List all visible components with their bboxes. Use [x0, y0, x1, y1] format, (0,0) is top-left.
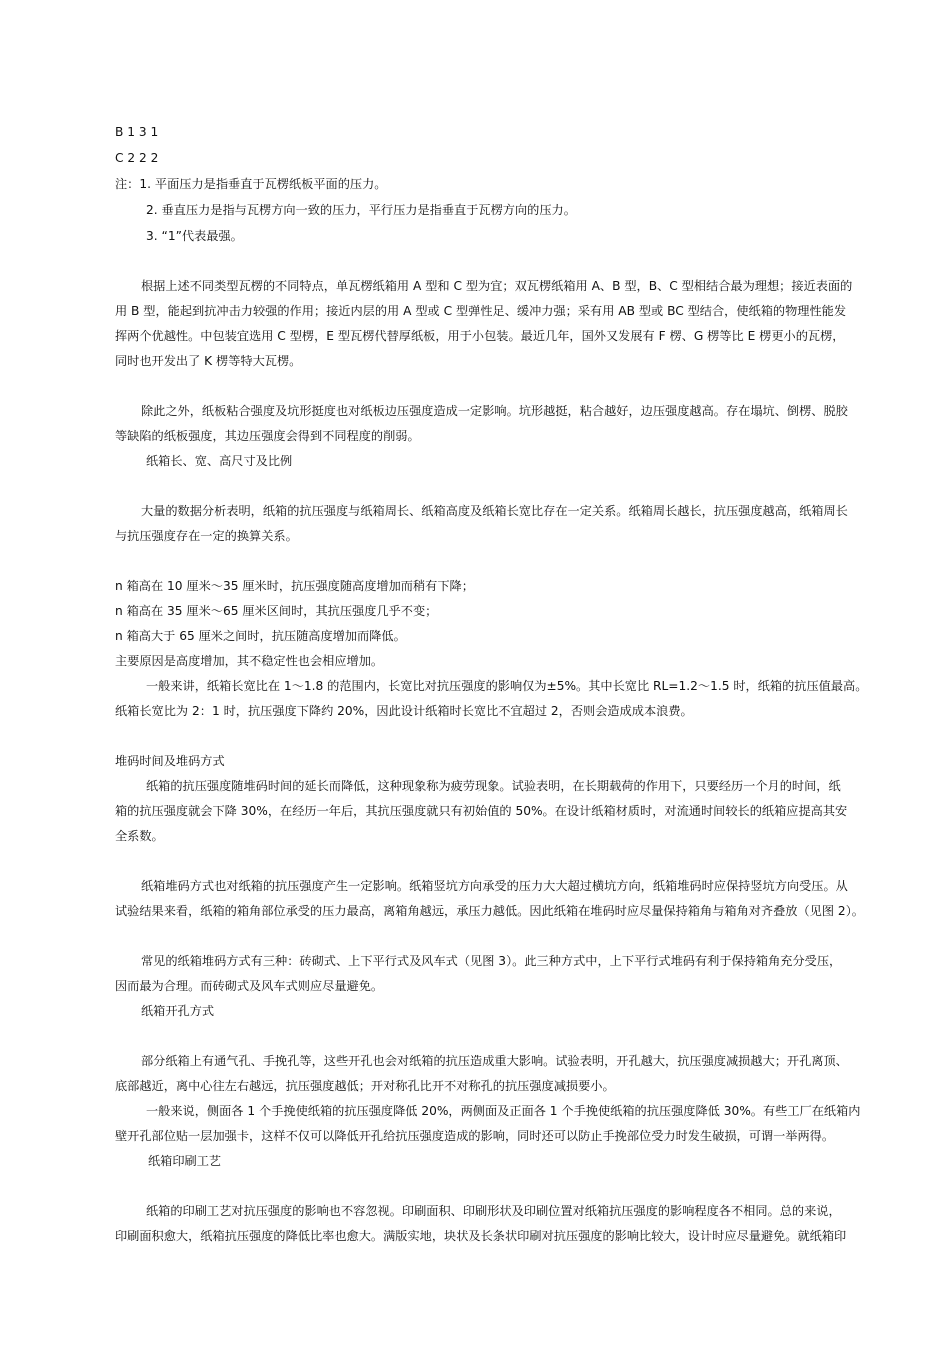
para-three-ways-line: 因而最为合理。而砖砌式及风车式则应尽量避免。: [115, 979, 384, 993]
para-ratio-line: 一般来讲，纸箱长宽比在 1～1.8 的范围内，长宽比对抗压强度的影响仅为±5%。其中长宽比 RL=1.2～1.5 时，纸箱的抗压值最高。: [146, 679, 868, 693]
table-row-b: B 1 3 1: [115, 125, 159, 139]
para-printing-line: 印刷面积愈大，纸箱抗压强度的降低比率也愈大。满版实地，块状及长条状印刷对抗压强度的影响比较大，设计时应尽量避免。就纸箱印: [115, 1229, 847, 1243]
para-bonding-line: 等缺陷的纸板强度，其边压强度会得到不同程度的削弱。: [115, 429, 420, 443]
note-1: 注：1. 平面压力是指垂直于瓦楞纸板平面的压力。: [115, 177, 387, 191]
height-list-item: n 箱高在 35 厘米～65 厘米区间时，其抗压强度几乎不变；: [115, 604, 438, 618]
para-holes-line: 底部越近，离中心往左右越远，抗压强度越低；开对称孔比开不对称孔的抗压强度减损要小。: [115, 1079, 615, 1093]
para-flute-types-line: 根据上述不同类型瓦楞的不同特点，单瓦楞纸箱用 A 型和 C 型为宜；双瓦楞纸箱用 A、B 型，B、C 型相结合最为理想；接近表面的: [141, 279, 853, 293]
section-heading-holes: 纸箱开孔方式: [141, 1004, 215, 1018]
para-perimeter-line: 与抗压强度存在一定的换算关系。: [115, 529, 298, 543]
para-printing-line: 纸箱的印刷工艺对抗压强度的影响也不容忽视。印刷面积、印刷形状及印刷位置对纸箱抗压强度的影响程度各不相同。总的来说，: [146, 1204, 841, 1218]
para-ratio-line: 纸箱长宽比为 2：1 时，抗压强度下降约 20%，因此设计纸箱时长宽比不宜超过 2，否则会造成成本浪费。: [115, 704, 693, 718]
para-flute-types-line: 用 B 型，能起到抗冲击力较强的作用；接近内层的用 A 型或 C 型弹性足、缓冲力强；采有用 AB 型或 BC 型结合，使纸箱的物理性能发: [115, 304, 847, 318]
para-stack-way-line: 试验结果来看，纸箱的箱角部位承受的压力最高，离箱角越远，承压力越低。因此纸箱在堆码时应尽量保持箱角与箱角对齐叠放（见图 2）。: [115, 904, 864, 918]
para-three-ways-line: 常见的纸箱堆码方式有三种：砖砌式、上下平行式及风车式（见图 3）。此三种方式中，上下平行式堆码有利于保持箱角充分受压，: [141, 954, 842, 968]
para-flute-types-line: 同时也开发出了 K 楞等特大瓦楞。: [115, 354, 302, 368]
table-row-c: C 2 2 2: [115, 151, 159, 165]
para-stack-way-line: 纸箱堆码方式也对纸箱的抗压强度产生一定影响。纸箱竖坑方向承受的压力大大超过横坑方向，纸箱堆码时应保持竖坑方向受压。从: [141, 879, 848, 893]
section-heading-printing: 纸箱印刷工艺: [148, 1154, 222, 1168]
section-heading-dimensions: 纸箱长、宽、高尺寸及比例: [146, 454, 293, 468]
height-reason: 主要原因是高度增加，其不稳定性也会相应增加。: [115, 654, 384, 668]
para-fatigue-line: 箱的抗压强度就会下降 30%，在经历一年后，其抗压强度就只有初始值的 50%。在设计纸箱材质时，对流通时间较长的纸箱应提高其安: [115, 804, 848, 818]
para-handholes-line: 一般来说，侧面各 1 个手挽使纸箱的抗压强度降低 20%，两侧面及正面各 1 个手挽使纸箱的抗压强度降低 30%。有些工厂在纸箱内: [146, 1104, 861, 1118]
para-holes-line: 部分纸箱上有通气孔、手挽孔等，这些开孔也会对纸箱的抗压造成重大影响。试验表明，开孔越大，抗压强度减损越大；开孔离顶、: [141, 1054, 848, 1068]
note-2: 2. 垂直压力是指与瓦楞方向一致的压力，平行压力是指垂直于瓦楞方向的压力。: [146, 203, 576, 217]
para-perimeter-line: 大量的数据分析表明，纸箱的抗压强度与纸箱周长、纸箱高度及纸箱长宽比存在一定关系。纸箱周长越长，抗压强度越高，纸箱周长: [141, 504, 848, 518]
height-list-item: n 箱高大于 65 厘米之间时，抗压随高度增加而降低。: [115, 629, 406, 643]
height-list-item: n 箱高在 10 厘米～35 厘米时，抗压强度随高度增加而稍有下降；: [115, 579, 474, 593]
para-fatigue-line: 全系数。: [115, 829, 164, 843]
section-heading-stacking: 堆码时间及堆码方式: [115, 754, 225, 768]
para-handholes-line: 壁开孔部位贴一层加强卡，这样不仅可以降低开孔给抗压强度造成的影响，同时还可以防止手挽部位受力时发生破损，可谓一举两得。: [115, 1129, 835, 1143]
para-fatigue-line: 纸箱的抗压强度随堆码时间的延长而降低，这种现象称为疲劳现象。试验表明，在长期载荷的作用下，只要经历一个月的时间，纸: [146, 779, 841, 793]
para-flute-types-line: 挥两个优越性。中包装宜选用 C 型楞，E 型瓦楞代替厚纸板，用于小包装。最近几年，国外又发展有 F 楞、G 楞等比 E 楞更小的瓦楞，: [115, 329, 845, 343]
note-3: 3. “1”代表最强。: [146, 229, 243, 243]
para-bonding-line: 除此之外，纸板粘合强度及坑形挺度也对纸板边压强度造成一定影响。坑形越挺，粘合越好，边压强度越高。存在塌坑、倒楞、脱胶: [141, 404, 848, 418]
